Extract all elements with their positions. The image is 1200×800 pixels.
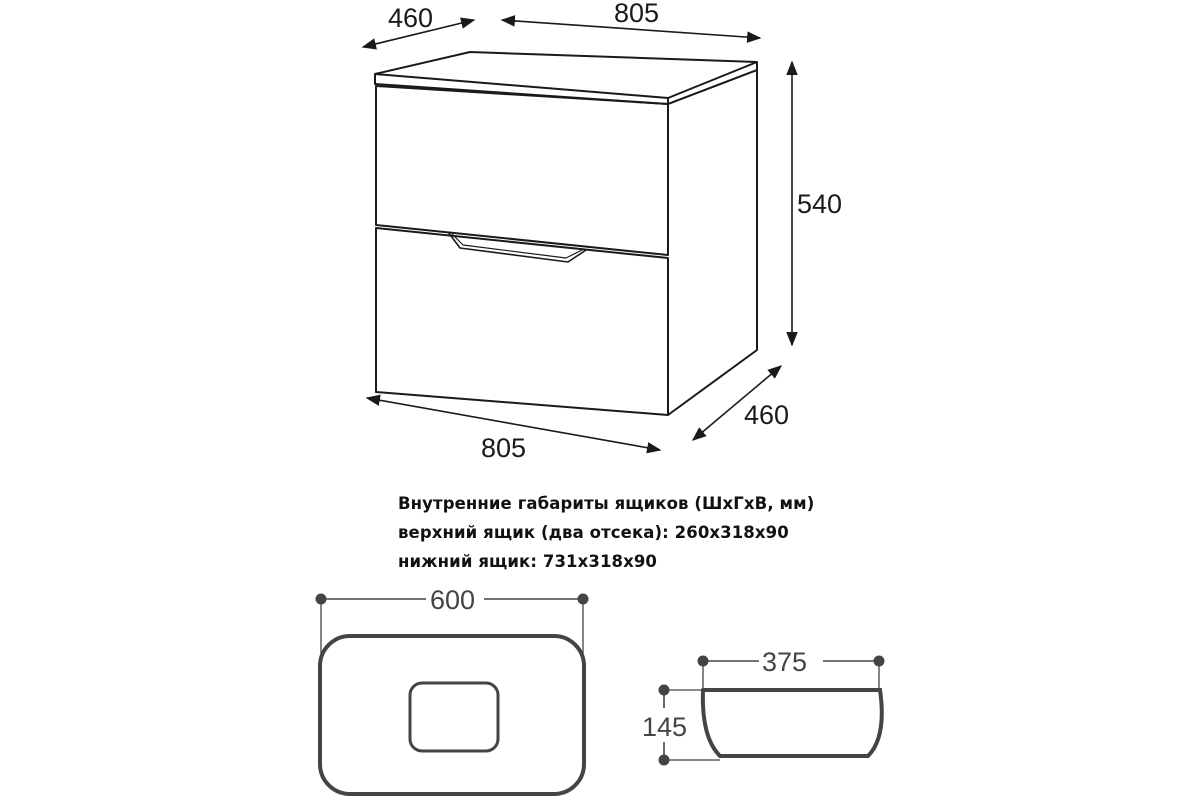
basin-top-view [320,636,584,794]
dim-dot-side-right [874,656,884,666]
dim-dot-height-top [659,685,669,695]
dim-label-bottom-width: 805 [481,433,527,463]
drawer-inner-dimensions-title: Внутренние габариты ящиков (ШхГхВ, мм) [398,494,815,513]
basin-drain-area [410,683,498,751]
upper-drawer-front [376,86,668,255]
dim-dot-basin-left [316,594,326,604]
dim-label-bottom-depth: 460 [744,400,790,430]
dim-dot-side-left [698,656,708,666]
dim-label-basin-width: 600 [430,585,476,615]
cabinet-side-panel [668,70,757,415]
cabinet-dimension-lines [363,20,792,450]
dim-dot-basin-right [578,594,588,604]
basin-outer-outline [320,636,584,794]
dim-label-basin-depth: 375 [762,647,808,677]
lower-drawer-dimensions: нижний ящик: 731х318х90 [398,552,658,571]
dim-dot-height-bottom [659,755,669,765]
dim-label-height: 540 [797,189,843,219]
cabinet-drawing [375,52,757,415]
upper-drawer-dimensions: верхний ящик (два отсека): 260х318х90 [398,523,789,542]
dim-label-top-width: 805 [614,0,660,28]
dim-label-basin-height: 145 [642,712,688,742]
basin-side-view [703,690,882,756]
dim-label-top-depth: 460 [388,3,434,33]
basin-side-outline [703,690,882,756]
